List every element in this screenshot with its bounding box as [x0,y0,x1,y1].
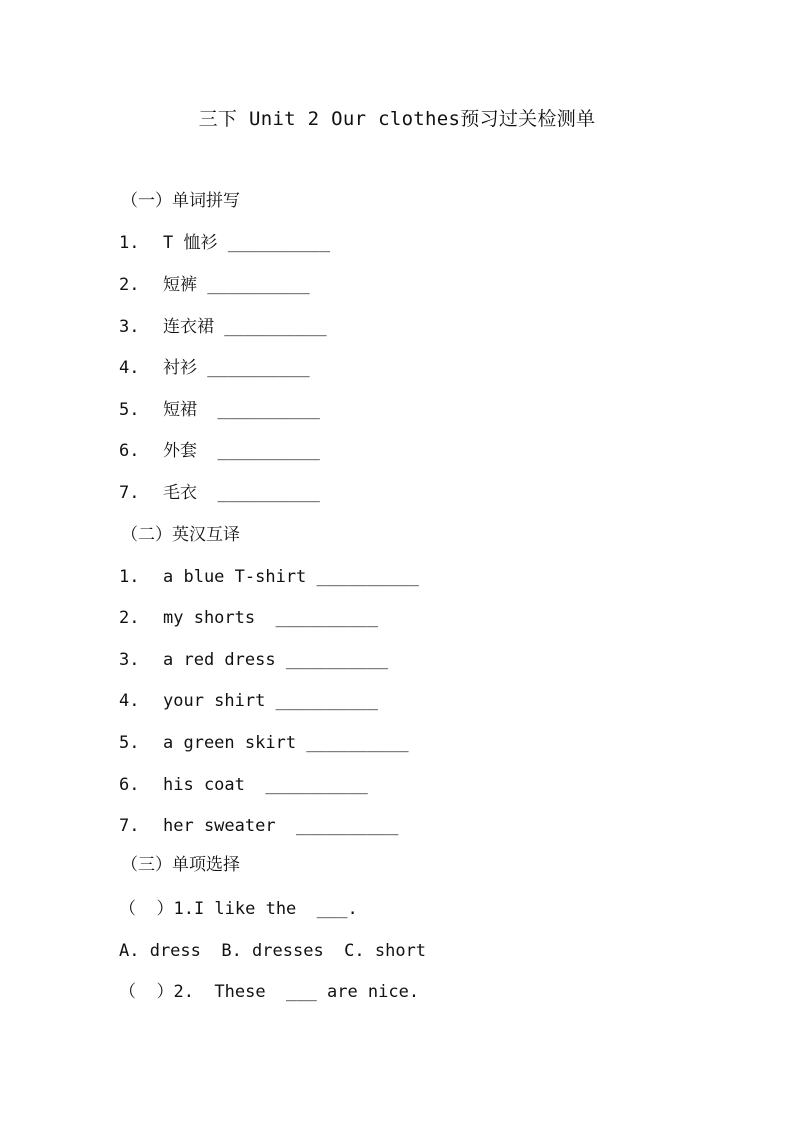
question-stem: （ ）1.I like the ___. [119,899,358,919]
item-text: 短裙 __________ [163,400,320,420]
item-number: 5. [119,400,140,420]
section-heading-translation: （二）英汉互译 [121,525,240,545]
item-number: 4. [119,358,140,378]
list-item [119,732,409,754]
list-item [119,607,378,629]
question-stem: （ ）2. These ___ are nice. [119,982,420,1002]
item-text: a green skirt __________ [163,733,409,753]
item-text: 衬衫 __________ [163,358,310,378]
list-item [119,399,320,421]
list-item [119,274,310,296]
item-text: 外套 __________ [163,441,320,461]
item-text: 短裤 __________ [163,275,310,295]
item-number: 5. [119,733,140,753]
list-item [119,649,388,671]
list-item [119,482,320,504]
item-number: 4. [119,691,140,711]
item-text: T 恤衫 __________ [163,233,331,253]
item-text: your shirt __________ [163,691,378,711]
list-item [119,440,320,462]
item-text: his coat __________ [163,775,368,795]
item-number: 1. [119,233,140,253]
item-text: her sweater __________ [163,816,399,836]
section-heading-multiple-choice: （三）单项选择 [121,855,240,875]
item-number: 1. [119,567,140,587]
item-text: my shorts __________ [163,608,378,628]
list-item [119,566,419,588]
section-heading-spelling: （一）单词拼写 [121,191,240,211]
item-number: 7. [119,816,140,836]
item-number: 3. [119,317,140,337]
list-item [119,815,398,837]
list-item [119,357,310,379]
list-item [119,690,378,712]
item-text: 连衣裙 __________ [163,317,327,337]
item-text: a blue T-shirt __________ [163,567,419,587]
list-item [119,232,330,254]
page-title: 三下 Unit 2 Our clothes预习过关检测单 [198,108,596,130]
list-item [119,316,327,338]
item-text: 毛衣 __________ [163,483,320,503]
item-number: 6. [119,775,140,795]
item-number: 7. [119,483,140,503]
item-text: a red dress __________ [163,650,389,670]
item-number: 2. [119,275,140,295]
item-number: 2. [119,608,140,628]
item-number: 3. [119,650,140,670]
item-number: 6. [119,441,140,461]
question-options: A. dress B. dresses C. short [119,941,427,961]
list-item [119,774,368,796]
